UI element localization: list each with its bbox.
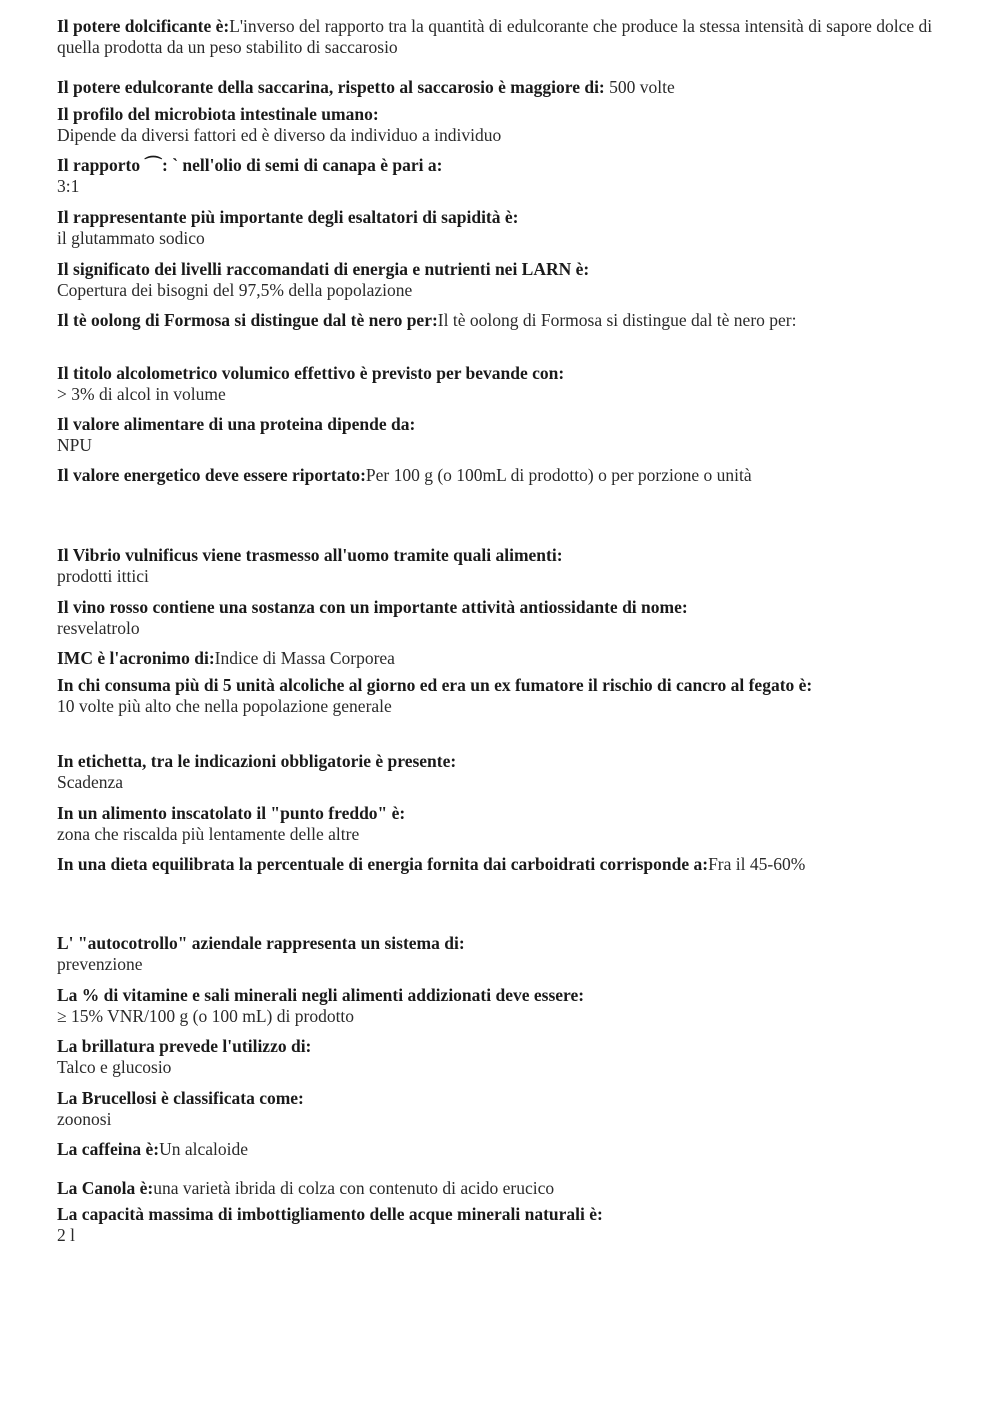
- question: In chi consuma più di 5 unità alcoliche al giorno ed era un ex fumatore il rischio di cancro al fegato è:: [57, 675, 813, 695]
- qa-entry: [57, 751, 957, 793]
- question: La caffeina è:: [57, 1139, 160, 1159]
- answer: L'inverso del rapporto tra la quantità di edulcorante che produce la stessa intensità di sapore dolce di quella prodotta da un peso stabilito di saccarosio: [57, 16, 933, 57]
- qa-entry: [57, 259, 957, 301]
- qa-entry: [57, 648, 957, 669]
- answer: Dipende da diversi fattori ed è diverso da individuo a individuo: [57, 125, 502, 145]
- qa-entry: [57, 854, 957, 875]
- answer: Il tè oolong di Formosa si distingue dal tè nero per:: [437, 310, 797, 330]
- qa-entry: [57, 1036, 957, 1078]
- question: Il tè oolong di Formosa si distingue dal tè nero per:: [57, 310, 438, 330]
- qa-entry: [57, 207, 957, 249]
- question: La brillatura prevede l'utilizzo di:: [57, 1036, 312, 1056]
- answer: 2 l: [57, 1225, 75, 1245]
- answer: Copertura dei bisogni del 97,5% della popolazione: [57, 280, 413, 300]
- qa-entry: [57, 465, 957, 486]
- qa-entry: [57, 1178, 957, 1199]
- answer: il glutammato sodico: [57, 228, 205, 248]
- question: La Brucellosi è classificata come:: [57, 1088, 304, 1108]
- answer: 500 volte: [609, 77, 675, 97]
- question: La Canola è:: [57, 1178, 154, 1198]
- answer: Un alcaloide: [159, 1139, 248, 1159]
- qa-entry: [57, 77, 957, 98]
- question: Il rappresentante più importante degli esaltatori di sapidità è:: [57, 207, 519, 227]
- qa-entry: [57, 597, 957, 639]
- question: Il valore energetico deve essere riportato:: [57, 465, 366, 485]
- answer: 10 volte più alto che nella popolazione generale: [57, 696, 392, 716]
- qa-entry: [57, 985, 957, 1027]
- answer: NPU: [57, 435, 93, 455]
- answer: una varietà ibrida di colza con contenuto di acido erucico: [153, 1178, 555, 1198]
- question: Il profilo del microbiota intestinale umano:: [57, 104, 379, 124]
- qa-entry: [57, 1204, 957, 1246]
- qa-entry: [57, 1088, 957, 1130]
- answer: Fra il 45-60%: [708, 854, 806, 874]
- qa-entry: [57, 414, 957, 456]
- question: La capacità massima di imbottigliamento delle acque minerali naturali è:: [57, 1204, 603, 1224]
- qa-entry: [57, 933, 957, 975]
- answer: prevenzione: [57, 954, 143, 974]
- qa-entry: [57, 16, 957, 58]
- qa-entry: [57, 155, 957, 197]
- answer: zoonosi: [57, 1109, 112, 1129]
- question: IMC è l'acronimo di:: [57, 648, 215, 668]
- question: La % di vitamine e sali minerali negli alimenti addizionati deve essere:: [57, 985, 585, 1005]
- question: Il significato dei livelli raccomandati di energia e nutrienti nei LARN è:: [57, 259, 590, 279]
- qa-entry: [57, 310, 957, 331]
- qa-entry: [57, 1139, 957, 1160]
- answer: ≥ 15% VNR/100 g (o 100 mL) di prodotto: [57, 1006, 355, 1026]
- question: In etichetta, tra le indicazioni obbligatorie è presente:: [57, 751, 457, 771]
- question: L' "autocotrollo" aziendale rappresenta un sistema di:: [57, 933, 465, 953]
- question: Il vino rosso contiene una sostanza con un importante attività antiossidante di nome:: [57, 597, 688, 617]
- answer: Indice di Massa Corporea: [214, 648, 395, 668]
- answer: resvelatrolo: [57, 618, 140, 638]
- question: In un alimento inscatolato il "punto freddo" è:: [57, 803, 406, 823]
- question: In una dieta equilibrata la percentuale di energia fornita dai carboidrati corrisponde a:: [57, 854, 709, 874]
- qa-entry: [57, 363, 957, 405]
- question: Il rapporto ⌒: ˋ nell'olio di semi di canapa è pari a:: [57, 155, 443, 175]
- answer: Talco e glucosio: [57, 1057, 172, 1077]
- answer: Per 100 g (o 100mL di prodotto) o per porzione o unità: [365, 465, 752, 485]
- question: Il potere edulcorante della saccarina, rispetto al saccarosio è maggiore di:: [57, 77, 605, 97]
- qa-entry: [57, 545, 957, 587]
- qa-entry: [57, 675, 957, 717]
- answer: 3:1: [57, 176, 80, 196]
- qa-entry: [57, 803, 957, 845]
- question: Il Vibrio vulnificus viene trasmesso all'uomo tramite quali alimenti:: [57, 545, 563, 565]
- answer: > 3% di alcol in volume: [57, 384, 226, 404]
- answer: Scadenza: [57, 772, 124, 792]
- question: Il valore alimentare di una proteina dipende da:: [57, 414, 416, 434]
- question: Il titolo alcolometrico volumico effettivo è previsto per bevande con:: [57, 363, 565, 383]
- qa-entry: [57, 104, 957, 146]
- question: Il potere dolcificante è:: [57, 16, 230, 36]
- answer: prodotti ittici: [57, 566, 149, 586]
- answer: zona che riscalda più lentamente delle altre: [57, 824, 360, 844]
